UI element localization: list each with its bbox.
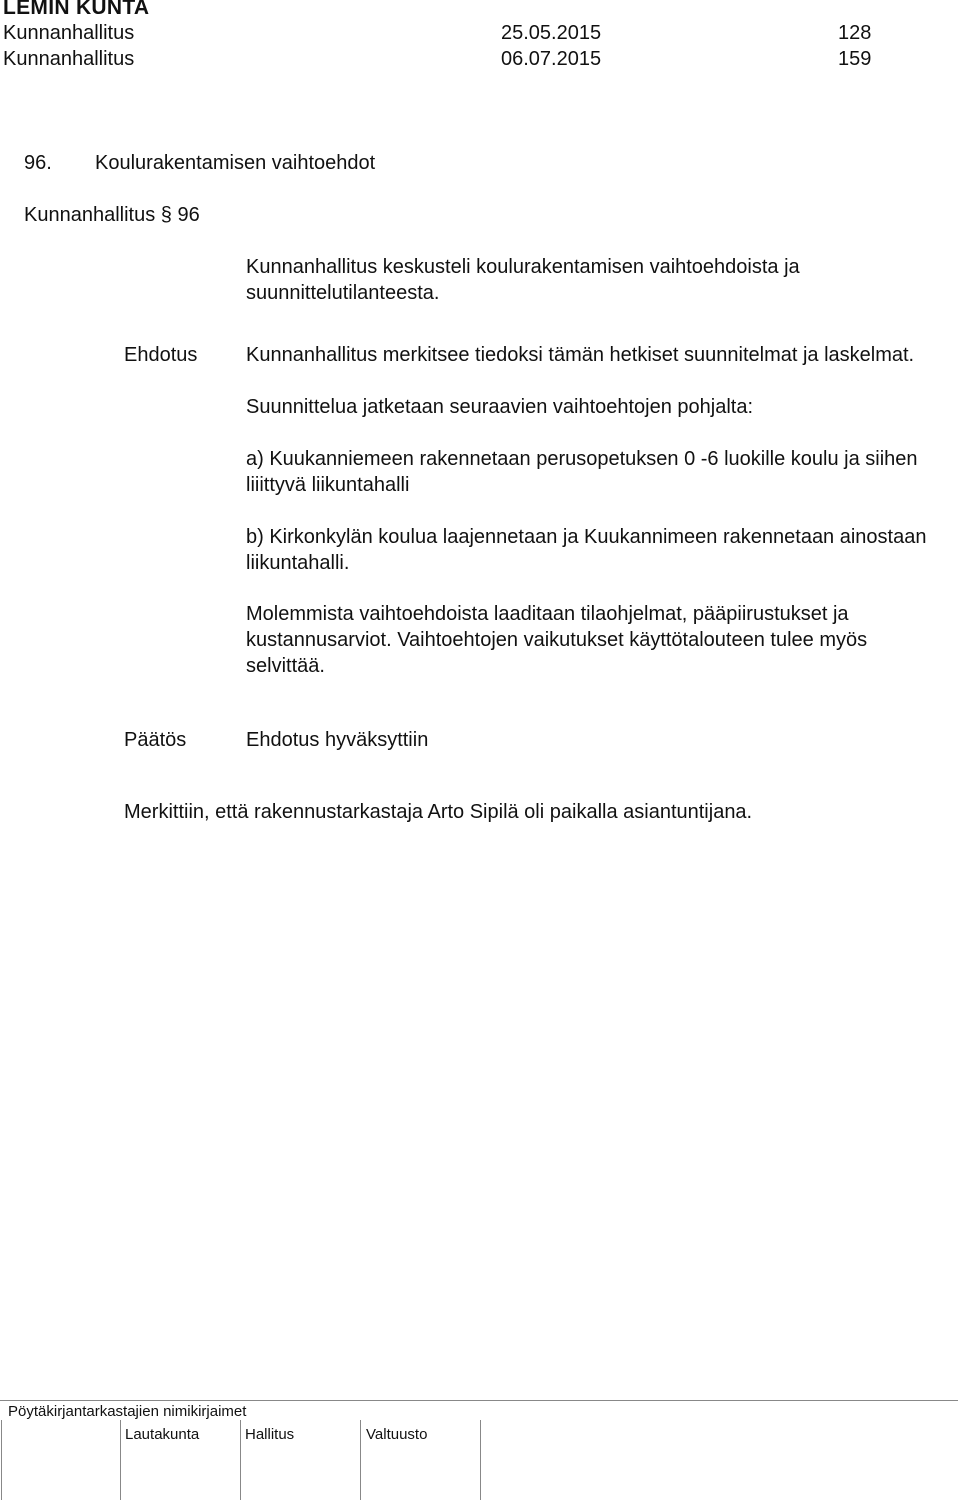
meeting-date: 06.07.2015 bbox=[501, 48, 602, 70]
meeting-date: 25.05.2015 bbox=[501, 22, 602, 44]
option-a: a) Kuukanniemeen rakennetaan perusopetuksen 0 -6 luokille koulu ja siihen liiittyvä liikuntahalli bbox=[246, 448, 918, 496]
proposal-text: Kunnanhallitus merkitsee tiedoksi tämän hetkiset suunnitelmat ja laskelmat. bbox=[246, 344, 915, 366]
footer-column-divider bbox=[480, 1420, 481, 1500]
proposal-continuation: Suunnittelua jatketaan seuraavien vaihtoehtojen pohjalta: bbox=[246, 396, 754, 418]
footer-column-divider bbox=[1, 1420, 2, 1500]
proposal-conclusion: Molemmista vaihtoehdoista laaditaan tilaohjelmat, pääpiirustukset ja kustannusarviot. Vaihtoehtojen vaikutukset käyttötalouteen tulee myös selvittää. bbox=[246, 603, 868, 677]
municipality-name: LEMIN KUNTA bbox=[3, 0, 150, 19]
meeting-body: Kunnanhallitus bbox=[3, 48, 135, 70]
item-number: 96. bbox=[24, 152, 52, 174]
footer-column-divider bbox=[240, 1420, 241, 1500]
footer-column-valtuusto: Valtuusto bbox=[366, 1426, 428, 1443]
page-number: 159 bbox=[838, 48, 872, 70]
footer-column-divider bbox=[360, 1420, 361, 1500]
footer-column-divider bbox=[120, 1420, 121, 1500]
option-b: b) Kirkonkylän koulua laajennetaan ja Kuukannimeen rakennetaan ainostaan liikuntahalli. bbox=[246, 526, 927, 574]
item-title: Koulurakentamisen vaihtoehdot bbox=[95, 152, 376, 174]
footer-column-lautakunta: Lautakunta bbox=[125, 1426, 200, 1443]
decision-label: Päätös bbox=[124, 729, 187, 751]
footer-column-hallitus: Hallitus bbox=[245, 1426, 295, 1443]
intro-paragraph: Kunnanhallitus keskusteli koulurakentamisen vaihtoehdoista ja suunnittelutilanteesta. bbox=[246, 256, 800, 304]
page-number: 128 bbox=[838, 22, 872, 44]
footer-divider bbox=[0, 1400, 958, 1401]
meeting-body: Kunnanhallitus bbox=[3, 22, 135, 44]
section-reference: Kunnanhallitus § 96 bbox=[24, 204, 200, 226]
decision-text: Ehdotus hyväksyttiin bbox=[246, 729, 429, 751]
minutes-note: Merkittiin, että rakennustarkastaja Arto Sipilä oli paikalla asiantuntijana. bbox=[124, 801, 753, 823]
proposal-label: Ehdotus bbox=[124, 344, 198, 366]
footer-title: Pöytäkirjantarkastajien nimikirjaimet bbox=[8, 1403, 247, 1420]
